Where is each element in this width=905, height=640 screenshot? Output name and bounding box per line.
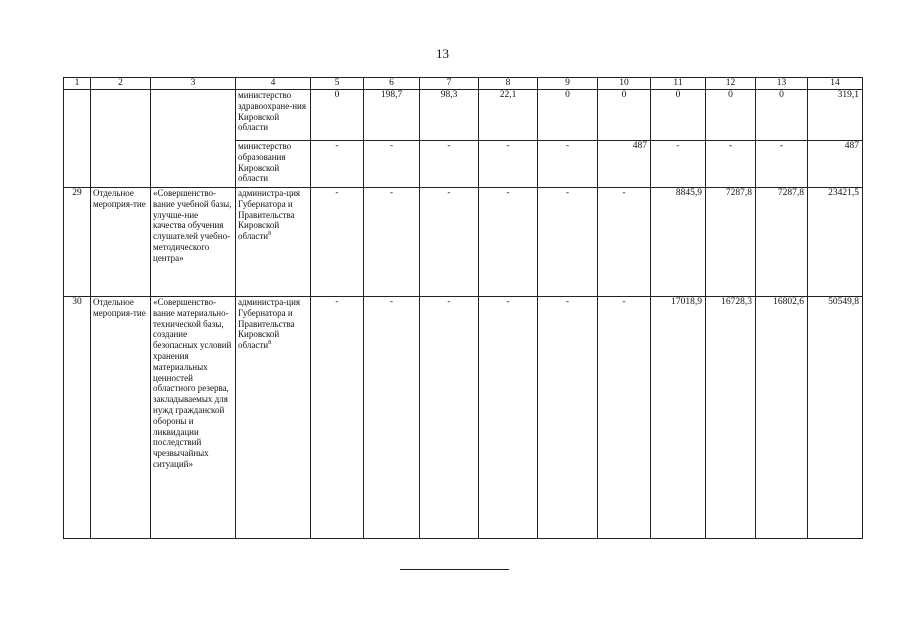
footnote-mark: 8 [268,340,272,347]
executor-cell [236,297,311,539]
value-cell: 198,7 [364,90,420,141]
value-cell: 0 [706,90,756,141]
value-cell: - [311,188,364,297]
value-cell: 0 [756,90,808,141]
value-cell: - [538,188,598,297]
table-row [64,188,863,297]
total-cell: 487 [808,141,863,188]
value-cell: 8845,9 [651,188,706,297]
value-cell: 17018,9 [651,297,706,539]
value-cell: 16802,6 [756,297,808,539]
value-cell: - [420,141,479,188]
value-cell: - [756,141,808,188]
page-number: 13 [436,46,449,61]
footnote-mark: 8 [268,231,272,238]
column-header: 10 [598,78,651,90]
column-header: 4 [236,78,311,90]
table-row [64,297,863,539]
value-cell: 0 [311,90,364,141]
value-cell: - [364,297,420,539]
row-number-cell: 30 [64,297,91,539]
event-type-cell: Отдельное мероприя-тие [91,188,151,297]
event-name-cell: «Совершенство-вание материально-технической базы, создание безопасных условий хранения материальных ценностей областного резерва, закладываемых для нужд гражданской обороны и ликвидации последствий чрезвычайных ситуаций» [151,297,236,539]
value-cell: - [420,297,479,539]
value-cell: 7287,8 [756,188,808,297]
executor-cell [236,188,311,297]
executor-cell: министерство образования Кировской области [236,141,311,188]
value-cell: - [651,141,706,188]
budget-table [63,77,863,539]
column-header: 3 [151,78,236,90]
event-name-cell [151,90,236,188]
value-cell: 7287,8 [706,188,756,297]
event-name-cell: «Совершенство-вание учебной базы, улучше-ние качества обучения слушателей учебно-методического центра» [151,188,236,297]
value-cell: 0 [538,90,598,141]
total-cell: 23421,5 [808,188,863,297]
value-cell: 0 [651,90,706,141]
event-type-cell [91,90,151,188]
column-header: 13 [756,78,808,90]
executor-cell: министерство здравоохране-ния Кировской области [236,90,311,141]
value-cell: - [538,297,598,539]
column-header: 11 [651,78,706,90]
value-cell: - [364,188,420,297]
row-number-cell: 29 [64,188,91,297]
value-cell: - [311,141,364,188]
value-cell: - [364,141,420,188]
value-cell: - [420,188,479,297]
column-header: 1 [64,78,91,90]
column-header: 9 [538,78,598,90]
value-cell: 16728,3 [706,297,756,539]
column-header: 12 [706,78,756,90]
column-header: 8 [479,78,538,90]
column-header: 6 [364,78,420,90]
value-cell: - [598,297,651,539]
row-number-cell [64,90,91,188]
column-header: 14 [808,78,863,90]
total-cell: 50549,8 [808,297,863,539]
value-cell: - [538,141,598,188]
value-cell: - [311,297,364,539]
total-cell: 319,1 [808,90,863,141]
executor-text: администра-ция Губернатора и Правительства Кировской области [238,297,301,351]
value-cell: 487 [598,141,651,188]
value-cell: 22,1 [479,90,538,141]
event-type-cell: Отдельное мероприя-тие [91,297,151,539]
executor-text: администра-ция Губернатора и Правительства Кировской области [238,188,301,242]
table-row [64,90,863,141]
value-cell: - [479,297,538,539]
footer-divider [400,569,509,570]
column-header: 2 [91,78,151,90]
column-header: 7 [420,78,479,90]
column-number-row [64,78,863,90]
value-cell: - [479,141,538,188]
column-header: 5 [311,78,364,90]
value-cell: - [479,188,538,297]
value-cell: 0 [598,90,651,141]
value-cell: 98,3 [420,90,479,141]
value-cell: - [706,141,756,188]
value-cell: - [598,188,651,297]
